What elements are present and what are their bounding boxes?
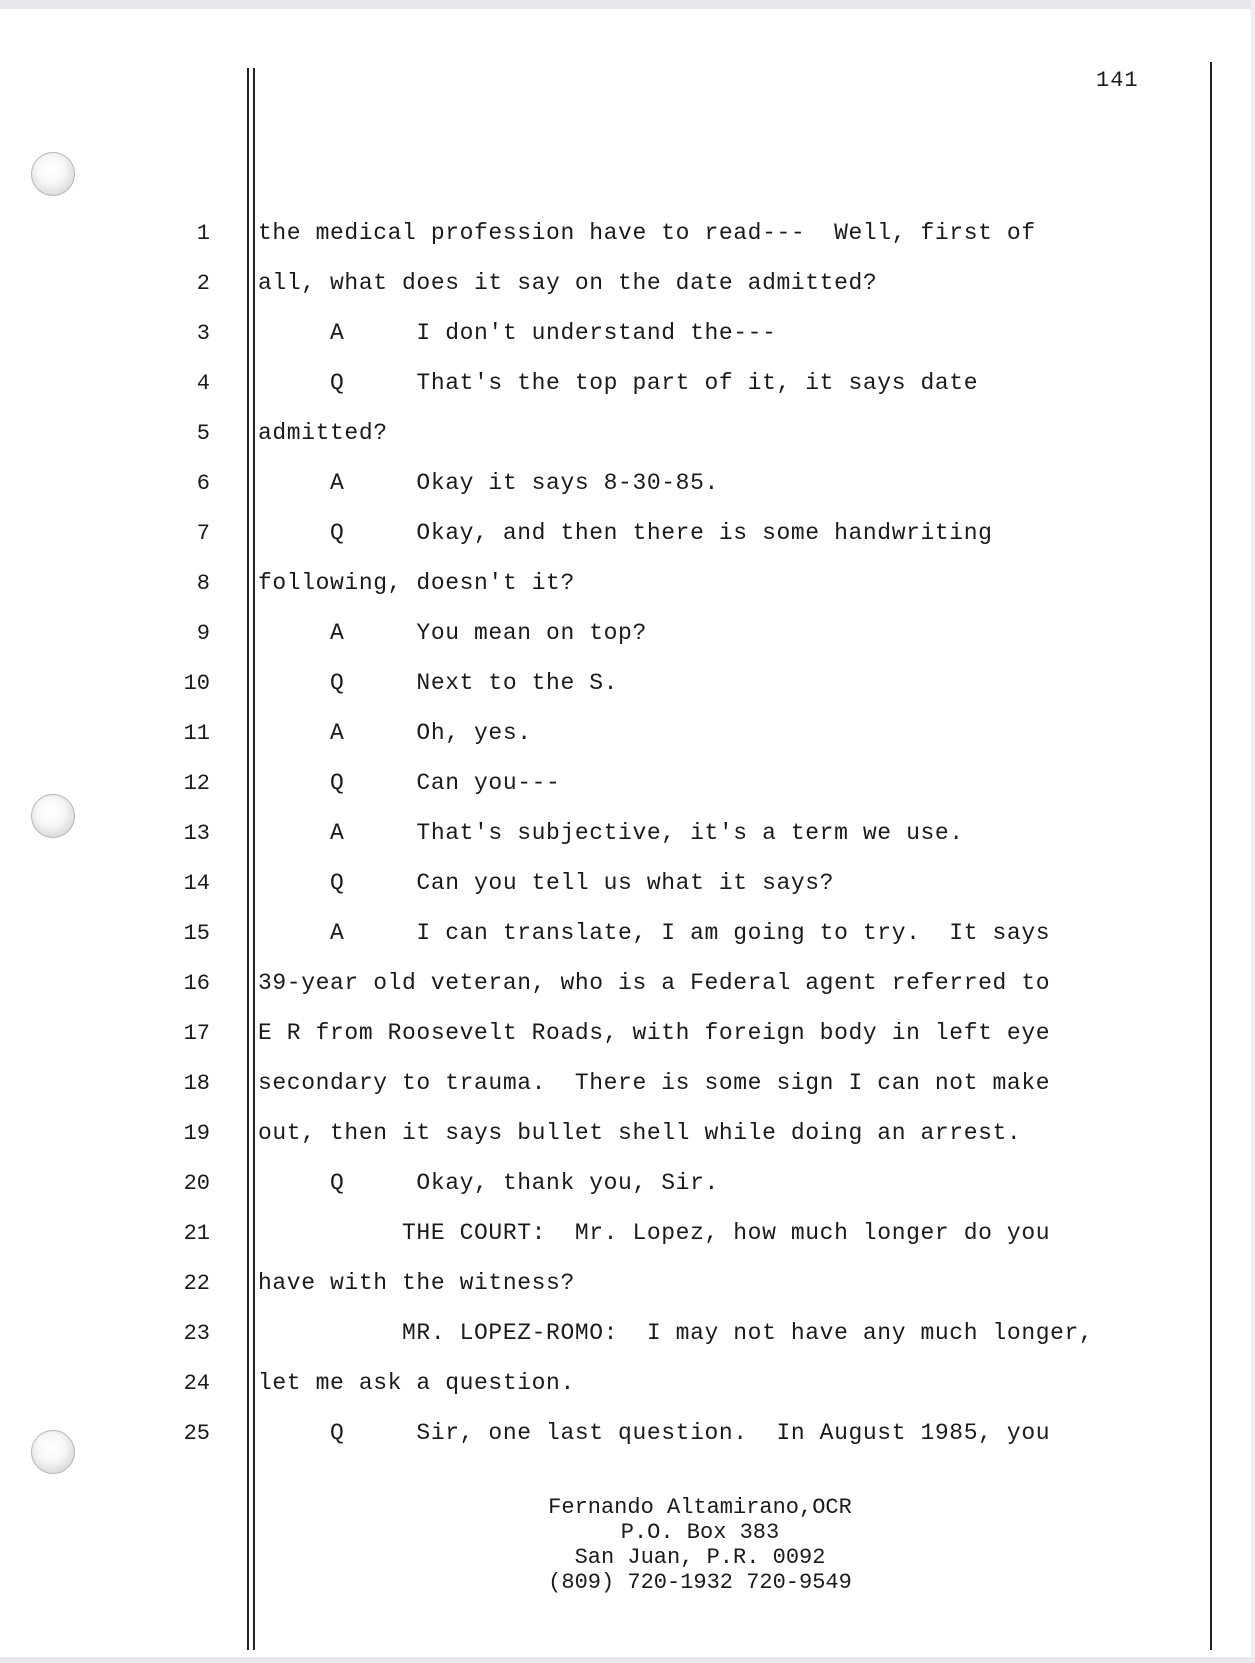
line-number: 24 <box>183 1371 210 1396</box>
line-number: 9 <box>196 621 210 646</box>
transcript-line: Q Can you--- <box>258 770 561 796</box>
line-number: 23 <box>183 1321 210 1346</box>
transcript-line: A That's subjective, it's a term we use. <box>258 820 964 846</box>
transcript-line: A Oh, yes. <box>258 720 532 746</box>
line-number: 25 <box>183 1421 210 1446</box>
line-number: 19 <box>183 1121 210 1146</box>
transcript-line: Q Can you tell us what it says? <box>258 870 835 896</box>
reporter-name: Fernando Altamirano,OCR <box>548 1495 852 1520</box>
line-number: 2 <box>196 271 210 296</box>
transcript-line: let me ask a question. <box>258 1370 575 1396</box>
transcript-line: Q Sir, one last question. In August 1985, you <box>258 1420 1051 1446</box>
page-number: 141 <box>1096 68 1139 93</box>
transcript-line: secondary to trauma. There is some sign I can not make <box>258 1070 1051 1096</box>
reporter-phone: (809) 720-1932 720-9549 <box>548 1570 852 1595</box>
line-number: 14 <box>183 871 210 896</box>
reporter-address: P.O. Box 383 <box>620 1520 780 1545</box>
left-margin-rule-outer <box>247 68 249 1650</box>
transcript-line: the medical profession have to read--- Well, first of <box>258 220 1036 246</box>
transcript-line: A You mean on top? <box>258 620 647 646</box>
court-reporter-footer <box>420 1495 980 1595</box>
line-number: 18 <box>183 1071 210 1096</box>
punch-hole-top <box>31 152 75 196</box>
punch-hole-middle <box>31 794 75 838</box>
line-number: 7 <box>196 521 210 546</box>
transcript-line: THE COURT: Mr. Lopez, how much longer do you <box>258 1220 1051 1246</box>
transcript-line: have with the witness? <box>258 1270 575 1296</box>
transcript-line: out, then it says bullet shell while doing an arrest. <box>258 1120 1022 1146</box>
line-number: 12 <box>183 771 210 796</box>
punch-hole-bottom <box>31 1430 75 1474</box>
line-number: 11 <box>183 721 210 746</box>
transcript-line: Q Next to the S. <box>258 670 619 696</box>
transcript-line: MR. LOPEZ-ROMO: I may not have any much longer, <box>258 1320 1094 1346</box>
transcript-line: following, doesn't it? <box>258 570 575 596</box>
transcript-line: admitted? <box>258 420 388 446</box>
scan-edge-right <box>1251 0 1255 1663</box>
line-number: 16 <box>183 971 210 996</box>
transcript-line: A I can translate, I am going to try. It says <box>258 920 1051 946</box>
line-number: 8 <box>196 571 210 596</box>
reporter-city: San Juan, P.R. 0092 <box>574 1545 826 1570</box>
line-number: 21 <box>183 1221 210 1246</box>
line-number: 5 <box>196 421 210 446</box>
line-number: 6 <box>196 471 210 496</box>
line-number: 4 <box>196 371 210 396</box>
line-number: 10 <box>183 671 210 696</box>
transcript-line: all, what does it say on the date admitted? <box>258 270 878 296</box>
right-margin-rule <box>1210 62 1212 1650</box>
transcript-line: Q That's the top part of it, it says date <box>258 370 979 396</box>
line-number: 3 <box>196 321 210 346</box>
line-number: 17 <box>183 1021 210 1046</box>
transcript-line: Q Okay, thank you, Sir. <box>258 1170 719 1196</box>
transcript-line: Q Okay, and then there is some handwriting <box>258 520 993 546</box>
left-margin-rule-inner <box>253 68 255 1650</box>
scan-edge-top <box>0 0 1255 9</box>
line-number: 15 <box>183 921 210 946</box>
transcript-line: A I don't understand the--- <box>258 320 777 346</box>
line-number: 13 <box>183 821 210 846</box>
line-number: 20 <box>183 1171 210 1196</box>
line-number: 22 <box>183 1271 210 1296</box>
transcript-line: A Okay it says 8-30-85. <box>258 470 719 496</box>
transcript-line: E R from Roosevelt Roads, with foreign body in left eye <box>258 1020 1051 1046</box>
line-number: 1 <box>196 221 210 246</box>
scan-edge-bottom <box>0 1657 1255 1663</box>
transcript-line: 39-year old veteran, who is a Federal agent referred to <box>258 970 1051 996</box>
